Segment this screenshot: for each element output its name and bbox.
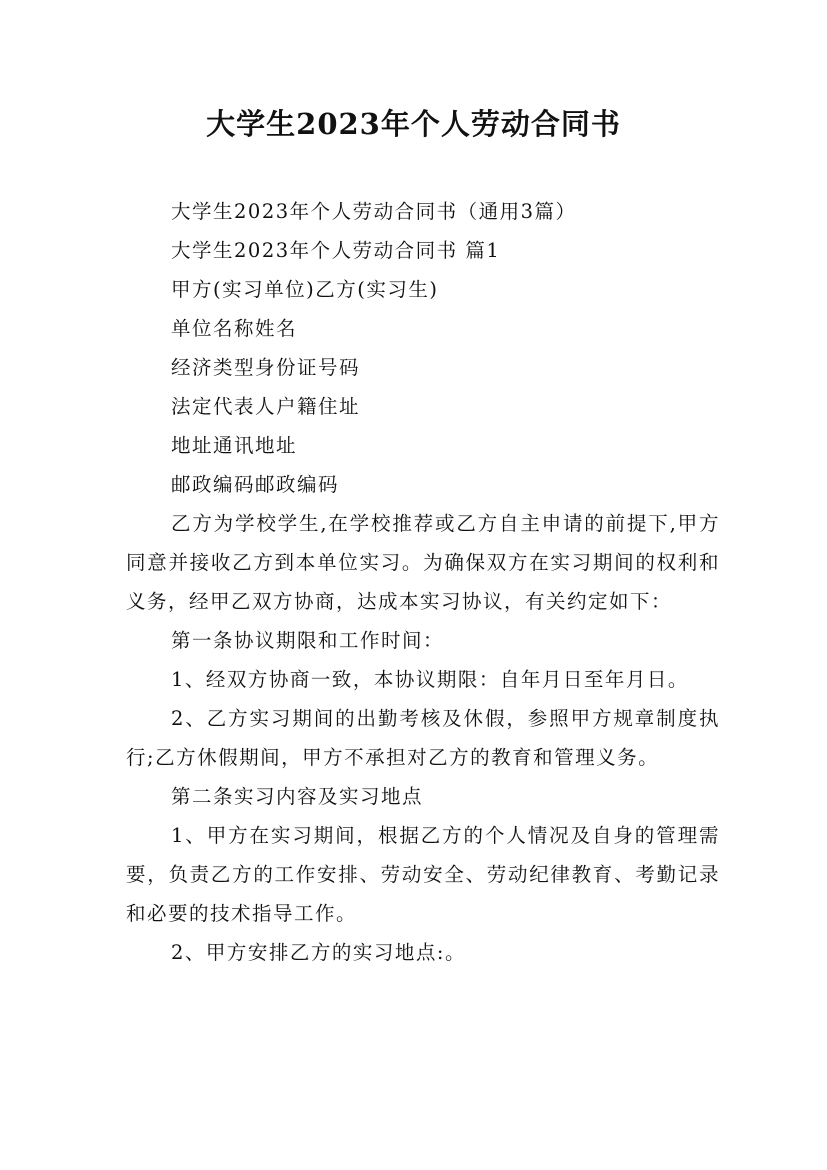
paragraph-article-1-clause-2: 2、乙方实习期间的出勤考核及休假，参照甲方规章制度执行;乙方休假期间，甲方不承担对乙方的教育和管理义务。	[126, 707, 720, 769]
paragraph-preamble: 乙方为学校学生,在学校推荐或乙方自主申请的前提下,甲方同意并接收乙方到本单位实习。为确保双方在实习期间的权利和义务，经甲乙双方协商，达成本实习协议，有关约定如下：	[126, 512, 720, 613]
paragraph-article-1-clause-1: 1、经双方协商一致，本协议期限：自年月日至年月日。	[171, 668, 689, 691]
paragraph-article-2: 第二条实习内容及实习地点	[171, 785, 424, 808]
paragraph-postcode: 邮政编码邮政编码	[171, 473, 340, 496]
paragraph-article-2-clause-1: 1、甲方在实习期间，根据乙方的个人情况及自身的管理需要，负责乙方的工作安排、劳动安全、劳动纪律教育、考勤记录和必要的技术指导工作。	[126, 824, 720, 925]
paragraph-subtitle: 大学生2023年个人劳动合同书（通用3篇）	[171, 200, 577, 223]
document-body	[126, 192, 720, 972]
paragraph-legal-rep: 法定代表人户籍住址	[171, 395, 361, 418]
paragraph-article-1: 第一条协议期限和工作时间：	[171, 629, 445, 652]
paragraph-unit-name: 单位名称姓名	[171, 317, 298, 340]
paragraph-economic-type: 经济类型身份证号码	[171, 356, 361, 379]
document-title: 大学生2023年个人劳动合同书	[206, 107, 621, 141]
paragraph-address: 地址通讯地址	[171, 434, 298, 457]
paragraph-section-heading: 大学生2023年个人劳动合同书 篇1	[171, 239, 501, 262]
paragraph-article-2-clause-2: 2、甲方安排乙方的实习地点:。	[171, 941, 466, 964]
paragraph-parties: 甲方(实习单位)乙方(实习生)	[171, 278, 439, 301]
